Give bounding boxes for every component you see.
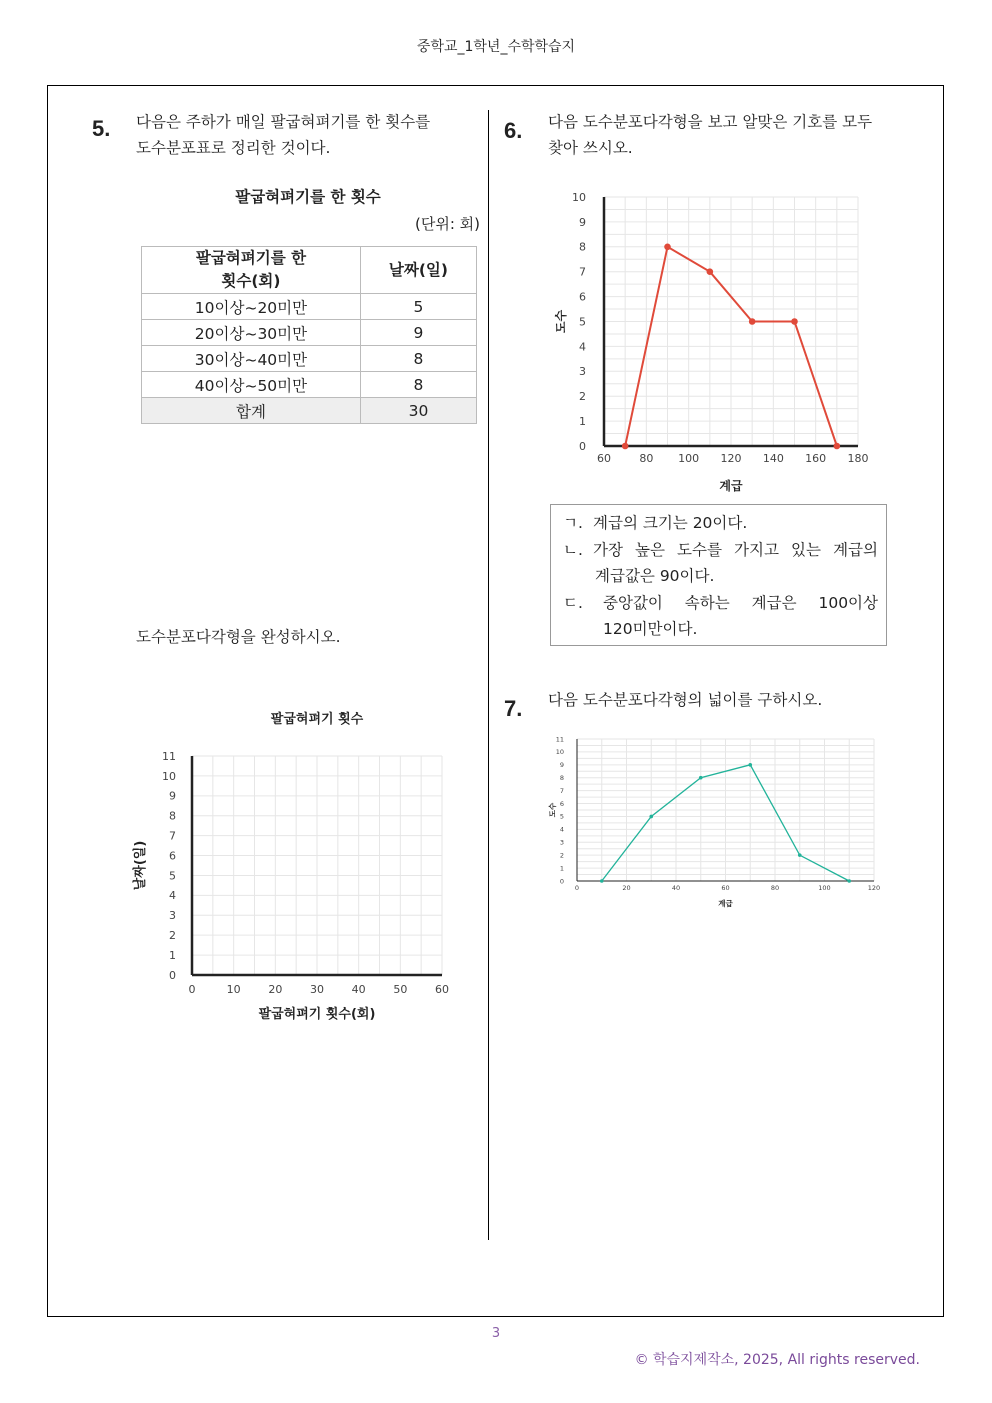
y-tick-label: 1 bbox=[169, 948, 176, 962]
x-tick-label: 60 bbox=[721, 884, 730, 892]
q5-text-line1: 다음은 주하가 매일 팔굽혀펴기를 한 횟수를 bbox=[136, 113, 431, 131]
data-point bbox=[600, 879, 604, 883]
data-point bbox=[834, 443, 841, 450]
y-tick-label: 0 bbox=[169, 968, 176, 982]
option-a bbox=[563, 510, 878, 537]
x-tick-label: 180 bbox=[847, 452, 869, 465]
x-tick-label: 60 bbox=[435, 983, 449, 996]
y-tick-label: 10 bbox=[572, 190, 586, 204]
row-count: 9 bbox=[360, 320, 476, 346]
x-tick-label: 100 bbox=[818, 884, 831, 892]
x-axis-label: 계급 bbox=[718, 899, 733, 908]
y-tick-label: 3 bbox=[559, 838, 564, 847]
row-range: 30이상~40미만 bbox=[142, 346, 361, 372]
y-tick-label: 7 bbox=[169, 829, 176, 843]
y-tick-label: 4 bbox=[169, 889, 176, 903]
x-tick-label: 20 bbox=[268, 983, 283, 996]
page-number: 3 bbox=[491, 1326, 501, 1341]
y-tick-label: 7 bbox=[559, 786, 564, 795]
x-axis-label: 계급 bbox=[719, 479, 743, 493]
y-tick-label: 4 bbox=[579, 340, 586, 354]
page-header: 중학교_1학년_수학학습지 bbox=[416, 39, 576, 55]
y-tick-label: 3 bbox=[579, 365, 586, 379]
q6-number: 6. bbox=[504, 118, 523, 143]
data-point bbox=[649, 815, 653, 819]
option-c bbox=[563, 590, 878, 617]
data-point bbox=[622, 443, 629, 450]
y-tick-label: 2 bbox=[169, 929, 176, 943]
x-tick-label: 80 bbox=[770, 884, 780, 892]
y-tick-label: 1 bbox=[559, 864, 564, 873]
total-value: 30 bbox=[360, 398, 476, 424]
header-line2: 횟수(회) bbox=[221, 272, 281, 290]
x-tick-label: 40 bbox=[671, 884, 681, 892]
y-tick-label: 8 bbox=[559, 774, 564, 783]
x-tick-label: 20 bbox=[622, 884, 631, 892]
y-tick-label: 10 bbox=[162, 769, 176, 783]
data-point bbox=[664, 244, 671, 251]
option-key: ㄷ. bbox=[563, 593, 583, 612]
y-axis-label: 도수 bbox=[554, 309, 568, 334]
table-header-count bbox=[142, 247, 361, 294]
y-tick-label: 5 bbox=[169, 869, 176, 883]
data-point bbox=[699, 776, 703, 780]
q5-table-title: 팔굽혀펴기를 한 횟수 bbox=[235, 188, 381, 206]
row-count: 5 bbox=[360, 294, 476, 320]
y-tick-label: 2 bbox=[559, 851, 564, 860]
option-b bbox=[563, 537, 878, 564]
q6-text bbox=[548, 109, 872, 161]
option-key: ㄱ. bbox=[563, 514, 583, 532]
y-tick-label: 11 bbox=[555, 735, 564, 744]
copyright: © 학습지제작소, 2025, All rights reserved. bbox=[634, 1352, 920, 1368]
y-tick-label: 8 bbox=[169, 809, 176, 823]
q5-number: 5. bbox=[92, 116, 111, 141]
option-text: 중앙값이 속하는 계급은 100이상 bbox=[603, 593, 878, 612]
y-tick-label: 1 bbox=[579, 414, 586, 428]
q5-instruction: 도수분포다각형을 완성하시오. bbox=[136, 628, 341, 646]
option-key: ㄴ. bbox=[563, 540, 583, 559]
y-tick-label: 6 bbox=[169, 849, 176, 863]
x-tick-label: 40 bbox=[351, 983, 366, 996]
row-range: 20이상~30미만 bbox=[142, 320, 361, 346]
y-tick-label: 11 bbox=[162, 749, 176, 763]
header-line1: 팔굽혀펴기를 한 bbox=[195, 249, 307, 267]
data-point bbox=[749, 318, 756, 325]
y-tick-label: 6 bbox=[579, 290, 586, 304]
x-tick-label: 140 bbox=[762, 452, 784, 465]
q7-polygon-chart bbox=[545, 730, 890, 915]
table-row bbox=[142, 320, 477, 346]
table-header-days: 날짜(일) bbox=[360, 247, 476, 294]
q7-number: 7. bbox=[504, 696, 523, 721]
option-text-cont: 120미만이다. bbox=[603, 620, 698, 638]
x-tick-label: 0 bbox=[574, 884, 580, 892]
y-tick-label: 5 bbox=[579, 315, 586, 329]
x-axis-label: 팔굽혀펴기 횟수(회) bbox=[258, 1007, 376, 1022]
data-point bbox=[748, 763, 752, 767]
row-range: 40이상~50미만 bbox=[142, 372, 361, 398]
table-row bbox=[142, 294, 477, 320]
q5-text-line2: 도수분포표로 정리한 것이다. bbox=[136, 139, 331, 157]
row-count: 8 bbox=[360, 346, 476, 372]
x-tick-label: 160 bbox=[805, 452, 827, 465]
option-text: 가장 높은 도수를 가지고 있는 계급의 bbox=[593, 540, 878, 559]
row-range: 10이상~20미만 bbox=[142, 294, 361, 320]
x-tick-label: 80 bbox=[639, 452, 654, 465]
frequency-table bbox=[141, 246, 477, 424]
data-point bbox=[791, 318, 798, 325]
y-tick-label: 10 bbox=[555, 748, 564, 757]
y-tick-label: 9 bbox=[169, 789, 176, 803]
q6-text-line1: 다음 도수분포다각형을 보고 알맞은 기호를 모두 bbox=[548, 113, 873, 131]
total-label: 합계 bbox=[142, 398, 361, 424]
q7-text: 다음 도수분포다각형의 넓이를 구하시오. bbox=[548, 691, 823, 709]
y-tick-label: 2 bbox=[579, 390, 586, 404]
x-tick-label: 30 bbox=[310, 983, 324, 996]
y-tick-label: 9 bbox=[559, 761, 564, 770]
table-row bbox=[142, 372, 477, 398]
y-tick-label: 0 bbox=[559, 877, 564, 886]
q5-table-unit: (단위: 회) bbox=[415, 215, 480, 233]
option-text: 계급의 크기는 20이다. bbox=[593, 514, 748, 532]
y-tick-label: 3 bbox=[169, 909, 176, 923]
q6-options-box bbox=[550, 504, 887, 646]
chart-title: 팔굽혀펴기 횟수 bbox=[270, 712, 364, 727]
x-tick-label: 0 bbox=[188, 983, 196, 996]
q6-polygon-chart bbox=[552, 185, 882, 500]
y-tick-label: 4 bbox=[559, 825, 564, 834]
row-count: 8 bbox=[360, 372, 476, 398]
x-tick-label: 120 bbox=[720, 452, 742, 465]
data-point bbox=[707, 268, 714, 275]
option-text-cont: 계급값은 90이다. bbox=[595, 567, 715, 585]
column-divider bbox=[488, 110, 489, 1240]
data-point bbox=[798, 853, 802, 857]
x-tick-label: 120 bbox=[867, 884, 881, 892]
y-tick-label: 7 bbox=[579, 265, 586, 279]
y-tick-label: 8 bbox=[579, 240, 586, 254]
q6-text-line2: 찾아 쓰시오. bbox=[548, 139, 633, 157]
y-axis-label: 날짜(일) bbox=[133, 840, 148, 891]
q5-text bbox=[136, 109, 430, 161]
q5-grid-chart bbox=[130, 700, 470, 1040]
x-tick-label: 50 bbox=[393, 983, 408, 996]
y-tick-label: 6 bbox=[559, 799, 564, 808]
y-tick-label: 0 bbox=[579, 439, 586, 453]
table-total-row bbox=[142, 398, 477, 424]
x-tick-label: 60 bbox=[597, 452, 611, 465]
y-tick-label: 5 bbox=[559, 812, 564, 821]
data-point bbox=[847, 879, 851, 883]
x-tick-label: 10 bbox=[226, 983, 241, 996]
table-row bbox=[142, 346, 477, 372]
y-tick-label: 9 bbox=[579, 215, 586, 229]
y-axis-label: 도수 bbox=[548, 802, 557, 818]
x-tick-label: 100 bbox=[678, 452, 700, 465]
